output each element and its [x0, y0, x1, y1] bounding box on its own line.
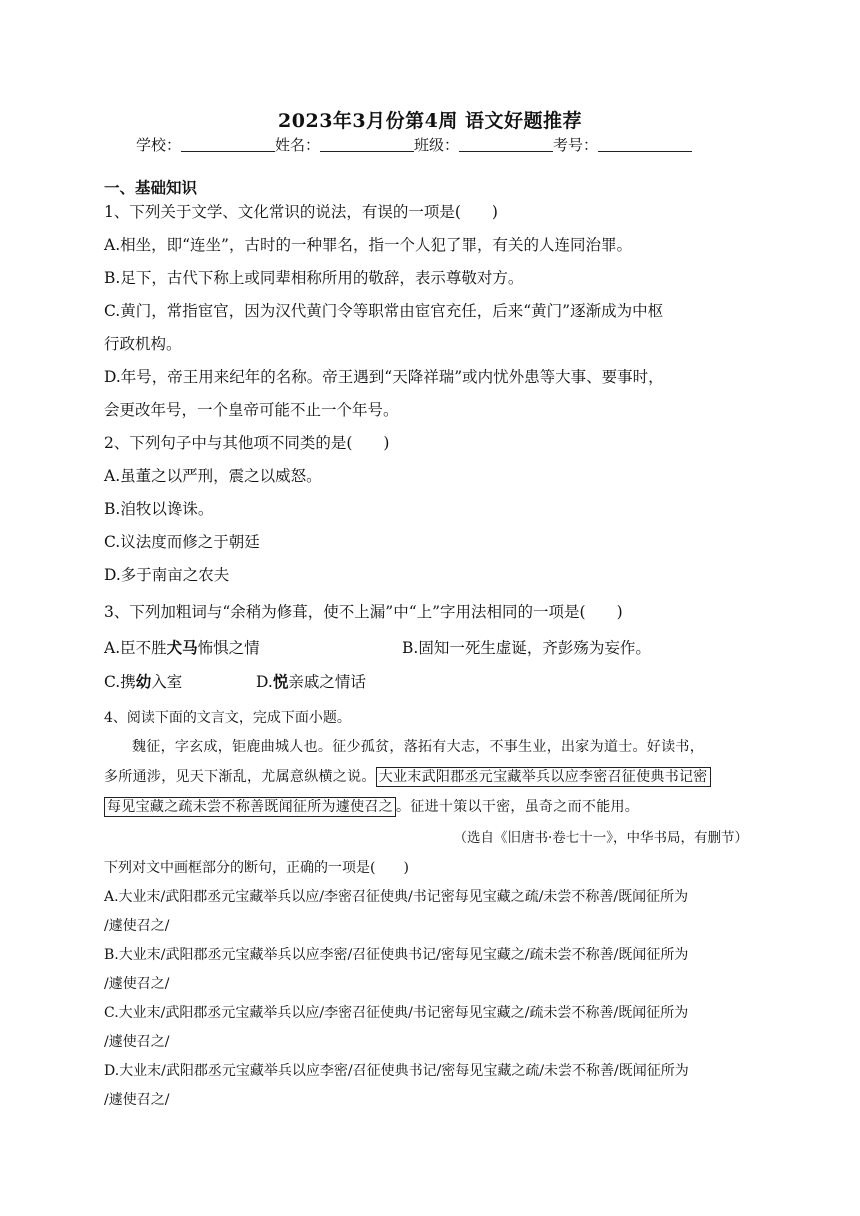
q1-option-c-line2: 行政机构。	[104, 335, 182, 353]
passage-text: 多所通涉，见天下渐乱，尤属意纵横之说。	[104, 769, 376, 785]
q4-sub-stem: 下列对文中画框部分的断句，正确的一项是( )	[104, 860, 409, 876]
q4-option-b-line1: B.大业末/武阳郡丞元宝藏举兵以应李密/召征使典书记/密每见宝藏之/疏未尝不称善/既闻征所为	[104, 947, 689, 963]
passage-line-3	[104, 796, 639, 816]
page-title: 2023年3月份第4周 语文好题推荐	[278, 110, 582, 132]
q3-c-text-end: 入室	[151, 673, 183, 691]
q1-option-d-line2: 会更改年号，一个皇帝可能不止一个年号。	[104, 401, 399, 419]
q1-option-d-line1: D.年号，帝王用来纪年的名称。帝王遇到“天降祥瑞”或内忧外患等大事、要事时，	[104, 368, 664, 386]
q4-option-a-line2: /遽使召之/	[104, 918, 170, 934]
passage-text-end: 。征进十策以干密，虽奇之而不能用。	[396, 799, 640, 815]
boxed-passage-part-2: 每见宝藏之疏未尝不称善既闻征所为遽使召之	[104, 797, 396, 817]
school-label: 学校：	[136, 136, 182, 154]
passage-line-1: 魏征，字玄成，钜鹿曲城人也。征少孤贫，落拓有大志，不事生业，出家为道士。好读书，	[132, 739, 704, 755]
school-blank[interactable]	[181, 137, 275, 152]
class-blank[interactable]	[459, 137, 553, 152]
name-blank[interactable]	[320, 137, 414, 152]
q3-option-c	[104, 670, 182, 692]
passage-line-2	[104, 766, 711, 786]
name-label: 姓名：	[275, 136, 321, 154]
section-heading: 一、基础知识	[104, 178, 198, 197]
q3-c-bold-word: 幼	[135, 673, 152, 691]
q4-stem: 4、阅读下面的文言文，完成下面小题。	[104, 710, 351, 726]
q1-option-c-line1: C.黄门，常指宦官，因为汉代黄门令等职常由宦官充任，后来“黄门”逐渐成为中枢	[104, 302, 664, 320]
q4-option-d-line2: /遽使召之/	[104, 1092, 170, 1108]
q2-option-a: A.虽董之以严刑，震之以威怒。	[104, 467, 322, 485]
q1-option-b: B.足下，古代下称上或同辈相称所用的敬辞，表示尊敬对方。	[104, 269, 524, 287]
class-label: 班级：	[414, 136, 460, 154]
q3-option-d	[256, 670, 366, 692]
q3-d-text: D.	[256, 673, 273, 691]
q3-option-a	[104, 636, 260, 658]
q1-option-a: A.相坐，即“连坐”，古时的一种罪名，指一个人犯了罪，有关的人连同治罪。	[104, 236, 632, 254]
q3-d-text-end: 亲戚之情话	[288, 673, 366, 691]
q4-option-b-line2: /遽使召之/	[104, 976, 170, 992]
q3-stem: 3、下列加粗词与“余稍为修葺，使不上漏”中“上”字用法相同的一项是( )	[104, 603, 623, 621]
q3-d-bold-word: 悦	[272, 673, 289, 691]
exam-no-label: 考号：	[553, 136, 599, 154]
q4-option-d-line1: D.大业末/武阳郡丞元宝藏举兵以应李密/召征使典书记/密每见宝藏之疏/未尝不称善/既闻征所为	[104, 1063, 689, 1079]
q1-stem: 1、下列关于文学、文化常识的说法，有误的一项是( )	[104, 203, 498, 221]
q2-option-d: D.多于南亩之农夫	[104, 566, 230, 584]
q2-option-b: B.洎牧以谗诛。	[104, 500, 214, 518]
q4-option-c-line1: C.大业末/武阳郡丞元宝藏举兵以应/李密召征使典/书记密每见宝藏之/疏未尝不称善/既闻征所为	[104, 1005, 689, 1021]
q3-a-bold-word: 犬马	[166, 639, 198, 657]
boxed-passage-part-1: 大业末武阳郡丞元宝藏举兵以应李密召征使典书记密	[376, 767, 711, 787]
q3-a-text-end: 怖惧之情	[197, 639, 260, 657]
student-info-line	[136, 134, 692, 155]
q3-option-b: B.固知一死生虚诞，齐彭殇为妄作。	[402, 639, 651, 657]
passage-source: （选自《旧唐书·卷七十一》，中华书局，有删节）	[453, 830, 748, 846]
exam-no-blank[interactable]	[598, 137, 692, 152]
q3-c-text: C.携	[104, 673, 136, 691]
q2-stem: 2、下列句子中与其他项不同类的是( )	[104, 434, 390, 452]
q4-option-a-line1: A.大业末/武阳郡丞元宝藏举兵以应/李密召征使典/书记密每见宝藏之疏/未尝不称善/既闻征所为	[104, 889, 689, 905]
q3-a-text: A.臣不胜	[104, 639, 167, 657]
q2-option-c: C.议法度而修之于朝廷	[104, 533, 260, 551]
q4-option-c-line2: /遽使召之/	[104, 1034, 170, 1050]
